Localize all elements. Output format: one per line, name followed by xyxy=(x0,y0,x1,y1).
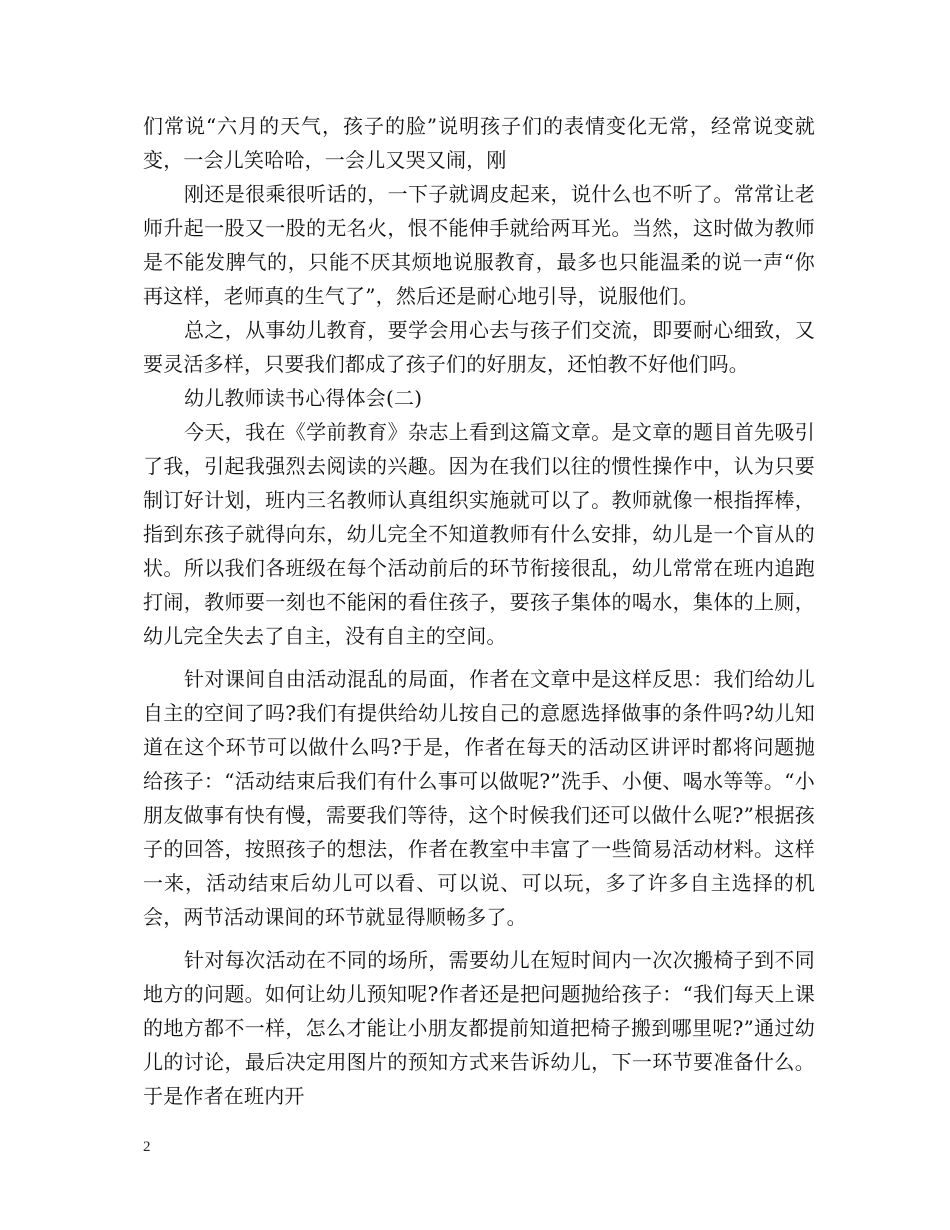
paragraph-3: 总之，从事幼儿教育，要学会用心去与孩子们交流，即要耐心细致，又要灵活多样，只要我们都成了孩子们的好朋友，还怕教不好他们吗。 xyxy=(143,318,815,376)
paragraph-5: 针对课间自由活动混乱的局面，作者在文章中是这样反思：我们给幼儿自主的空间了吗?我们有提供给幼儿按自己的意愿选择做事的条件吗?幼儿知道在这个环节可以做什么吗?于是，作者在每天的活动区讲评时都将问题抛给孩子：“活动结束后我们有什么事可以做呢?”洗手、小便、喝水等等。“小朋友做事有快有慢，需要我们等待，这个时候我们还可以做什么呢?”根据孩子的回答，按照孩子的想法，作者在教室中丰富了一些简易活动材料。这样一来，活动结束后幼儿可以看、可以说、可以玩，多了许多自主选择的机会，两节活动课间的环节就显得顺畅多了。 xyxy=(143,667,815,929)
paragraph-4: 今天，我在《学前教育》杂志上看到这篇文章。是文章的题目首先吸引了我，引起我强烈去阅读的兴趣。因为在我们以往的惯性操作中，认为只要制订好计划，班内三名教师认真组织实施就可以了。教师就像一根指挥棒，指到东孩子就得向东，幼儿完全不知道教师有什么安排，幼儿是一个盲从的状。所以我们各班级在每个活动前后的环节衔接很乱，幼儿常常在班内追跑打闹，教师要一刻也不能闲的看住孩子，要孩子集体的喝水，集体的上厕，幼儿完全失去了自主，没有自主的空间。 xyxy=(143,420,815,648)
paragraph-2: 刚还是很乘很听话的，一下子就调皮起来，说什么也不听了。常常让老师升起一股又一股的无名火，恨不能伸手就给两耳光。当然，这时做为教师是不能发脾气的，只能不厌其烦地说服教育，最多也只能温柔的说一声“你再这样，老师真的生气了”，然后还是耐心地引导，说服他们。 xyxy=(143,182,815,308)
paragraph-1: 们常说“六月的天气，孩子的脸”说明孩子们的表情变化无常，经常说变就变，一会儿笑哈哈，一会儿又哭又闹，刚 xyxy=(143,114,815,172)
paragraph-6: 针对每次活动在不同的场所，需要幼儿在短时间内一次次搬椅子到不同地方的问题。如何让幼儿预知呢?作者还是把问题抛给孩子：“我们每天上课的地方都不一样，怎么才能让小朋友都提前知道把椅子搬到哪里呢?”通过幼儿的讨论，最后决定用图片的预知方式来告诉幼儿，下一环节要准备什么。于是作者在班内开 xyxy=(143,948,815,1108)
document-body xyxy=(143,109,815,1113)
section-heading: 幼儿教师读书心得体会(二) xyxy=(184,386,423,410)
page-number: 2 xyxy=(143,1139,151,1155)
